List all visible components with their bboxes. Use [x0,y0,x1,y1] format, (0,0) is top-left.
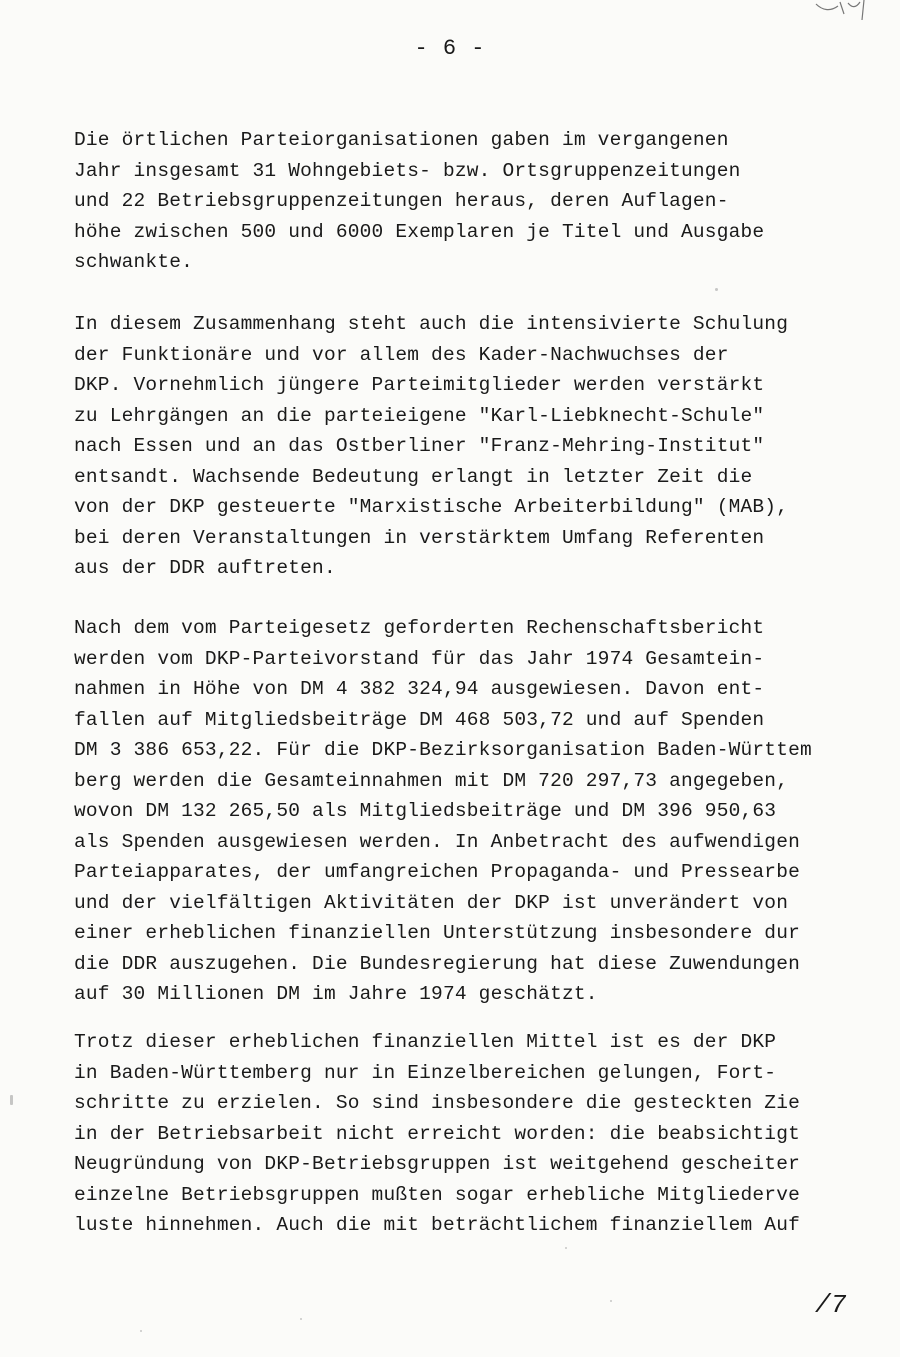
text-line: in Baden-Württemberg nur in Einzelbereichen gelungen, Fort- [74,1061,777,1084]
text-line: nahmen in Höhe von DM 4 382 324,94 ausgewiesen. Davon ent- [74,678,765,700]
scan-speck [10,1095,13,1105]
text-line: fallen auf Mitgliedsbeiträge DM 468 503,72 und auf Spenden [74,708,765,731]
text-line: Die örtlichen Parteiorganisationen gaben im vergangenen [74,129,729,151]
text-line: und der vielfältigen Aktivitäten der DKP ist unverändert von [74,891,789,914]
text-line: bei deren Veranstaltungen in verstärktem Umfang Referenten [74,526,765,549]
text-line: die DDR auszugehen. Die Bundesregierung hat diese Zuwendungen [74,952,801,975]
text-line: luste hinnehmen. Auch die mit beträchtlichem finanziellem Auf [74,1214,801,1236]
paragraph-finances [74,613,874,1010]
paragraph-newspapers [74,125,874,278]
text-line: auf 30 Millionen DM im Jahre 1974 geschätzt. [74,983,598,1005]
text-line: berg werden die Gesamteinnahmen mit DM 720 297,73 angegeben, [74,769,789,792]
text-line: Neugründung von DKP-Betriebsgruppen ist weitgehend gescheiter [74,1153,801,1175]
text-line: und 22 Betriebsgruppenzeitungen heraus, deren Auflagen- [74,190,729,212]
text-line: Parteiapparates, der umfangreichen Propaganda- und Pressearbe [74,861,801,883]
text-line: als Spenden ausgewiesen werden. In Anbetracht des aufwendigen [74,830,801,853]
text-line: Jahr insgesamt 31 Wohngebiets- bzw. Ortsgruppenzeitungen [74,159,741,182]
scan-speck [565,1247,567,1249]
page-number: - 6 - [414,36,486,61]
scan-speck [610,1300,612,1302]
text-line: schritte zu erzielen. So sind insbesondere die gesteckten Zie [74,1092,801,1114]
paragraph-training [74,309,874,584]
text-line: DKP. Vornehmlich jüngere Parteimitglieder werden verstärkt [74,374,765,396]
scan-speck [140,1330,142,1332]
text-line: wovon DM 132 265,50 als Mitgliedsbeiträge und DM 396 950,63 [74,800,777,822]
text-line: DM 3 386 653,22. Für die DKP-Bezirksorganisation Baden-Württem [74,739,812,761]
text-line: einer erheblichen finanziellen Unterstützung insbesondere dur [74,922,801,944]
scan-mark-icon [810,0,870,22]
scan-speck [300,1318,302,1320]
text-line: aus der DDR auftreten. [74,557,336,579]
text-line: werden vom DKP-Parteivorstand für das Jahr 1974 Gesamtein- [74,647,765,670]
text-line: entsandt. Wachsende Bedeutung erlangt in letzter Zeit die [74,465,753,488]
text-line: Nach dem vom Parteigesetz geforderten Rechenschaftsbericht [74,617,765,639]
text-line: von der DKP gesteuerte "Marxistische Arbeiterbildung" (MAB), [74,496,789,518]
text-line: der Funktionäre und vor allem des Kader-Nachwuchses der [74,343,729,366]
text-line: nach Essen und an das Ostberliner "Franz-Mehring-Institut" [74,435,765,457]
text-line: Trotz dieser erheblichen finanziellen Mittel ist es der DKP [74,1031,777,1053]
text-line: in der Betriebsarbeit nicht erreicht worden: die beabsichtigt [74,1122,801,1145]
paragraph-progress [74,1027,874,1241]
continuation-page-mark: /7 [815,1290,847,1320]
text-line: schwankte. [74,251,194,273]
text-line: zu Lehrgängen an die parteieigene "Karl-Liebknecht-Schule" [74,404,765,427]
text-line: einzelne Betriebsgruppen mußten sogar erhebliche Mitgliederve [74,1183,801,1206]
text-line: höhe zwischen 500 und 6000 Exemplaren je Titel und Ausgabe [74,220,765,243]
scan-speck [715,288,718,291]
text-line: In diesem Zusammenhang steht auch die intensivierte Schulung [74,313,789,335]
